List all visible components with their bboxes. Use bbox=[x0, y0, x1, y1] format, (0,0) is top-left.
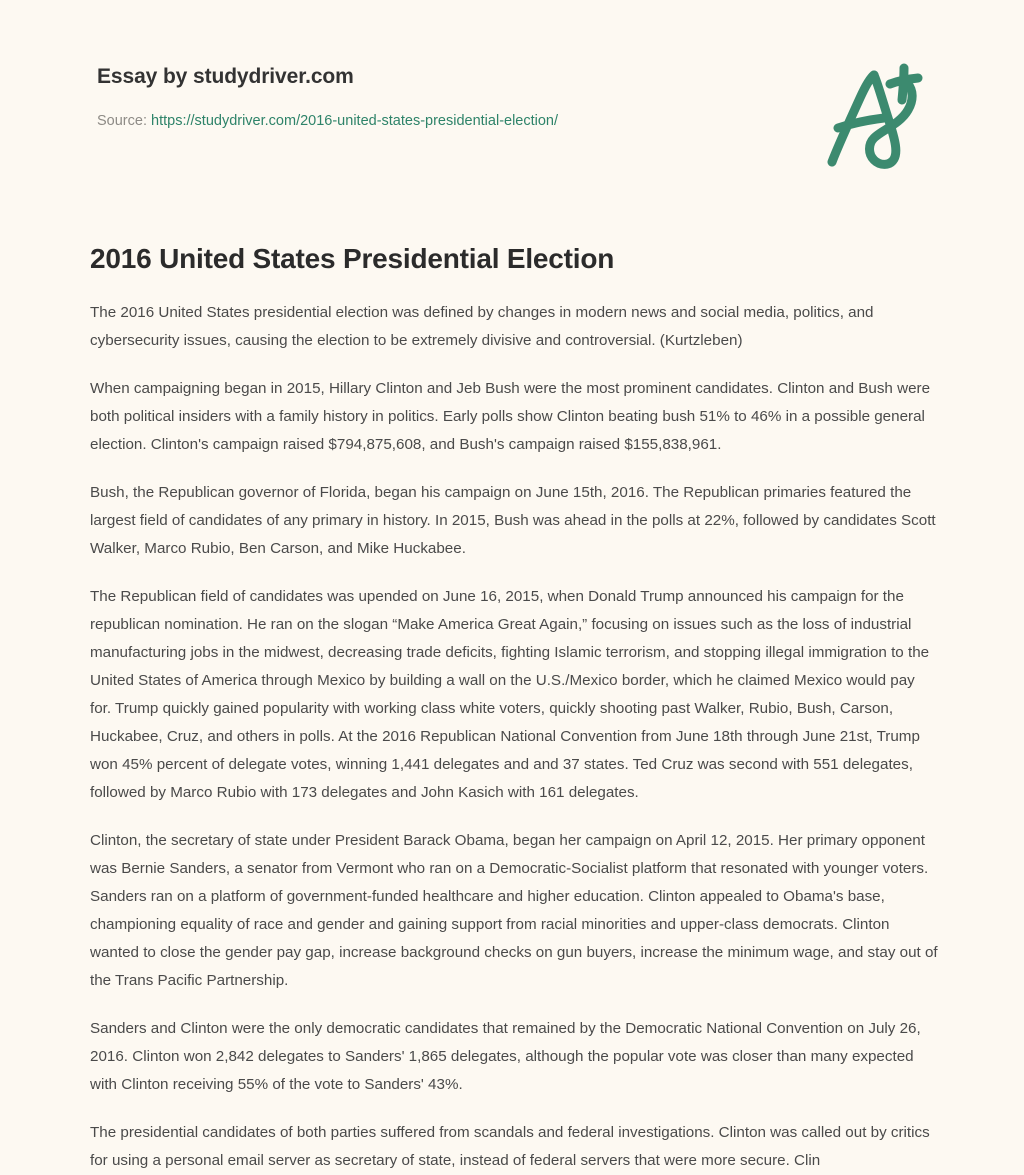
brand-title: Essay by studydriver.com bbox=[97, 65, 354, 88]
studydriver-a-plus-logo-icon bbox=[812, 62, 942, 172]
a-plus-logo-svg bbox=[812, 62, 942, 172]
source-url-link[interactable]: https://studydriver.com/2016-united-states-presidential-election/ bbox=[151, 113, 559, 129]
header-text-block bbox=[97, 62, 797, 131]
article-body bbox=[90, 241, 938, 1175]
article-paragraph: Sanders and Clinton were the only democratic candidates that remained by the Democratic National Convention on July 26, 2016. Clinton won 2,842 delegates to Sanders' 1,865 delegates, although the popular vote was closer than many expected with Clinton receiving 55% of the vote to Sanders' 43%. bbox=[90, 1020, 921, 1093]
page-title: 2016 United States Presidential Election bbox=[90, 243, 615, 274]
article-paragraph: The presidential candidates of both parties suffered from scandals and federal investigations. Clinton was called out by critics for using a personal email server as secretary of state, instead of federal servers that were more secure. Clin bbox=[90, 1124, 930, 1169]
article-paragraph: Clinton, the secretary of state under President Barack Obama, began her campaign on April 12, 2015. Her primary opponent was Bernie Sanders, a senator from Vermont who ran on a Democratic-Socialist platform that resonated with younger voters. Sanders ran on a platform of government-funded healthcare and higher education. Clinton appealed to Obama's base, championing equality of race and gender and gaining support from racial minorities and upper-class democrats. Clinton wanted to close the gender pay gap, increase background checks on gun buyers, increase the minimum wage, and stay out of the Trans Pacific Partnership. bbox=[90, 832, 938, 989]
source-label: Source: bbox=[97, 113, 147, 129]
article-paragraph: When campaigning began in 2015, Hillary Clinton and Jeb Bush were the most prominent candidates. Clinton and Bush were both political insiders with a family history in politics. Early polls show Clinton beating bush 51% to 46% in a possible general election. Clinton's campaign raised $794,875,608, and Bush's campaign raised $155,838,961. bbox=[90, 380, 931, 453]
document-header bbox=[0, 0, 1024, 200]
article-paragraph: Bush, the Republican governor of Florida, began his campaign on June 15th, 2016. The Republican primaries featured the largest field of candidates of any primary in history. In 2015, Bush was ahead in the polls at 22%, followed by candidates Scott Walker, Marco Rubio, Ben Carson, and Mike Huckabee. bbox=[90, 484, 936, 557]
article-paragraph-list bbox=[90, 299, 938, 1175]
source-line bbox=[97, 111, 797, 131]
article-paragraph: The Republican field of candidates was upended on June 16, 2015, when Donald Trump announced his campaign for the republican nomination. He ran on the slogan “Make America Great Again,” focusing on issues such as the loss of industrial manufacturing jobs in the midwest, decreasing trade deficits, fighting Islamic terrorism, and stopping illegal immigration to the United States of America through Mexico by building a wall on the U.S./Mexico border, which he claimed Mexico would pay for. Trump quickly gained popularity with working class white voters, quickly shooting past Walker, Rubio, Bush, Carson, Huckabee, Cruz, and others in polls. At the 2016 Republican National Convention from June 18th through June 21st, Trump won 45% percent of delegate votes, winning 1,441 delegates and and 37 states. Ted Cruz was second with 551 delegates, followed by Marco Rubio with 173 delegates and John Kasich with 161 delegates. bbox=[90, 588, 930, 801]
article-paragraph: The 2016 United States presidential election was defined by changes in modern news and social media, politics, and cybersecurity issues, causing the election to be extremely divisive and controversial. (Kurtzleben) bbox=[90, 304, 874, 349]
